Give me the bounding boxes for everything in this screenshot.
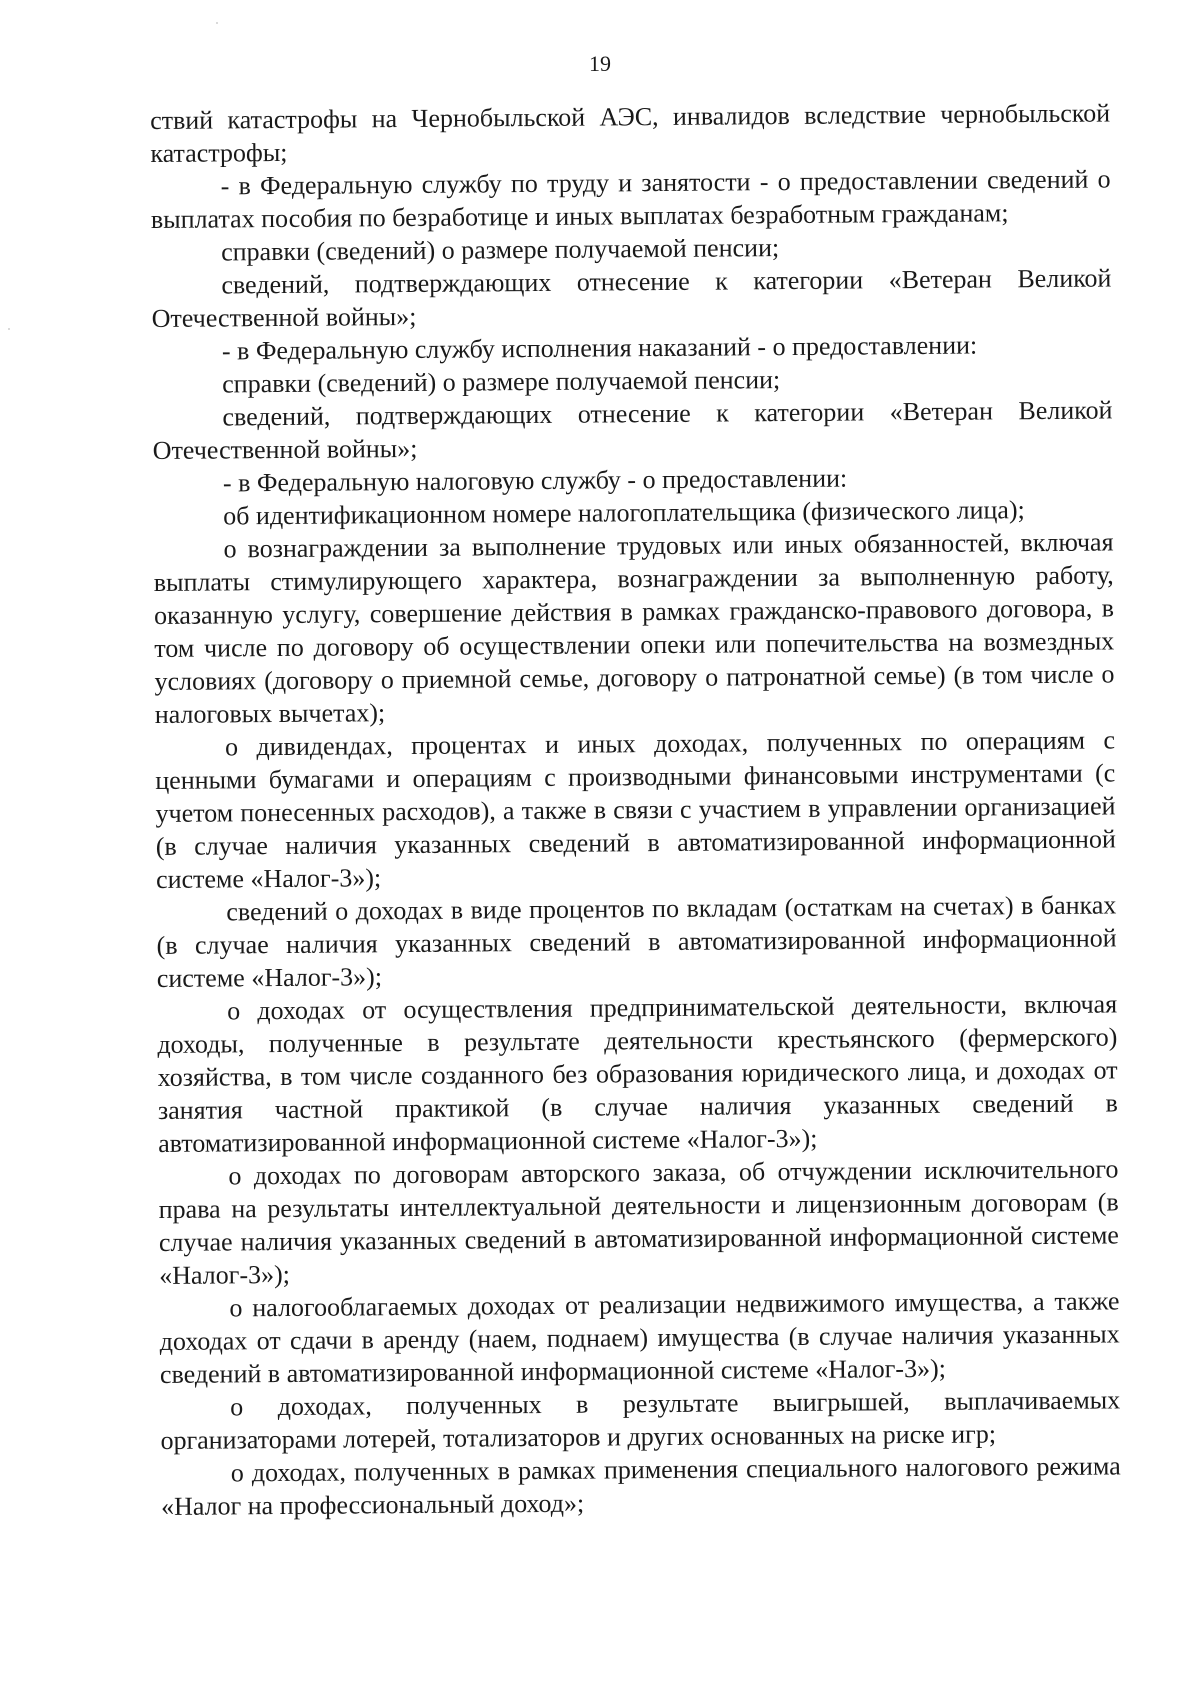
paragraph: ствий катастрофы на Чернобыльской АЭС, инвалидов вследствие чернобыльской катастрофы; (150, 98, 1111, 168)
scan-speck (216, 22, 218, 24)
paragraph: о доходах по договорам авторского заказа, об отчуждении исключительного права на результаты интеллектуальной деятельности и лицензионным договорам (в случае наличия указанных сведений в автоматизированной информационной системе «Налог-3»); (158, 1154, 1120, 1290)
page-number: 19 (589, 51, 611, 76)
paragraph: о доходах, полученных в рамках применения специального налогового режима «Налог на профессиональный доход»; (160, 1451, 1121, 1521)
paragraph: - в Федеральную службу по труду и занятости - о предоставлении сведений о выплатах пособия по безработице и иных выплатах безработным гражданам; (150, 164, 1111, 234)
paragraph: справки (сведений) о размере получаемой пенсии; (222, 365, 781, 399)
paragraph: о вознаграждении за выполнение трудовых или иных обязанностей, включая выплаты стимулирующего характера, вознаграждении за выполненную работу, оказанную услугу, совершение действия в рамках гражданско-правового договора, в том числе по договору об осуществлении опеки или попечительства на возмездных условиях (договору о приемной семье, договору о патронатной семье) (в том числе о налоговых вычетах); (153, 527, 1115, 729)
paragraph: сведений о доходах в виде процентов по вкладам (остаткам на счетах) в банках (в случае наличия указанных сведений в автоматизированной информационной системе «Налог-3»); (156, 890, 1117, 993)
paragraph: о налогооблагаемых доходах от реализации недвижимого имущества, а также доходах от сдачи в аренду (наем, поднаем) имущества (в случае наличия указанных сведений в автоматизированной информационной системе «Налог-3»); (159, 1286, 1120, 1389)
paragraph: о доходах от осуществления предпринимательской деятельности, включая доходы, полученные в результате деятельности крестьянского (фермерского) хозяйства, в том числе созданного без образования юридического лица, и доходах от занятия частной практикой (в случае наличия указанных сведений в автоматизированной информационной системе «Налог-3»); (157, 989, 1118, 1158)
paragraph: о дивидендах, процентах и иных доходах, полученных по операциям с ценными бумагами и операциям с производными финансовыми инструментами (с учетом понесенных расходов), а также в связи с участием в управлении организацией (в случае наличия указанных сведений в автоматизированной информационной системе «Налог-3»); (155, 725, 1116, 894)
paragraph: сведений, подтверждающих отнесение к категории «Ветеран Великой Отечественной войны»; (151, 263, 1112, 333)
scan-speck (8, 328, 10, 330)
paragraph: - в Федеральную налоговую службу - о предоставлении: (222, 463, 848, 498)
paragraph: об идентификационном номере налогоплательщика (физического лица); (223, 495, 1025, 531)
paragraph: о доходах, полученных в результате выигрышей, выплачиваемых организаторами лотерей, тотализаторов и других основанных на риске игр; (160, 1385, 1121, 1455)
document-body (150, 96, 1121, 1522)
paragraph: - в Федеральную службу исполнения наказаний - о предоставлении: (221, 330, 978, 366)
paragraph: сведений, подтверждающих отнесение к категории «Ветеран Великой Отечественной войны»; (152, 395, 1113, 465)
paragraph: справки (сведений) о размере получаемой пенсии; (221, 233, 780, 267)
